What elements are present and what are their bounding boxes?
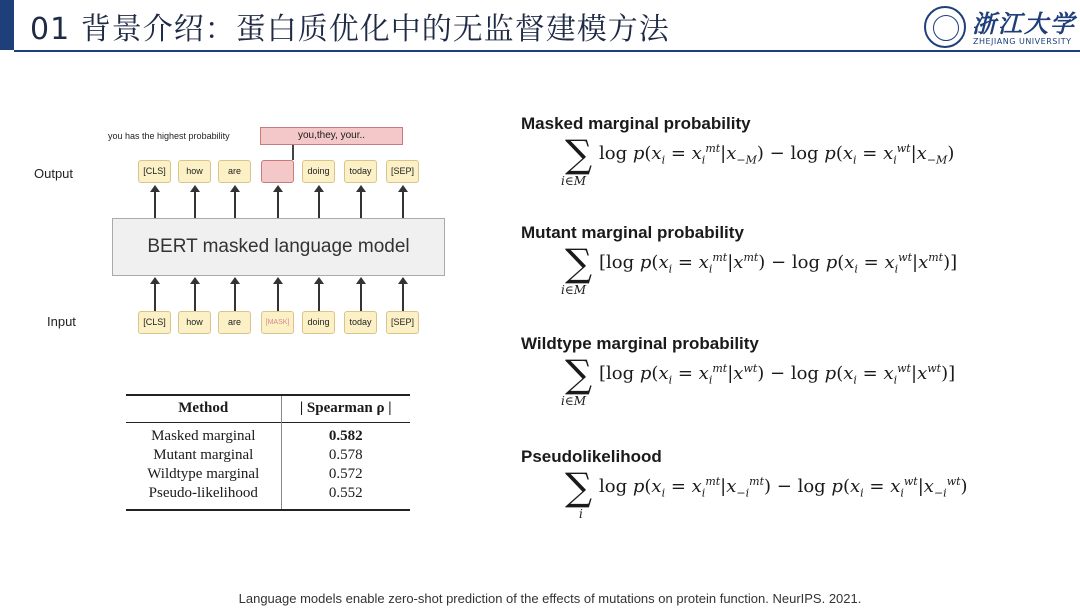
title-accent-bar	[0, 0, 14, 50]
table-row	[126, 423, 410, 447]
bert-model-box: BERT masked language model	[112, 218, 445, 276]
input-token: [SEP]	[386, 311, 419, 334]
output-token: doing	[302, 160, 335, 183]
up-arrow	[402, 190, 404, 218]
up-arrow	[154, 190, 156, 218]
output-token	[261, 160, 294, 183]
university-seal-icon	[924, 6, 966, 48]
formula-expression: $\log p(x_i = x_i^{mt}|x_{-M}) - \log p(x_i = x_i^{wt}|x_{-M})$	[599, 142, 955, 167]
up-arrow	[234, 190, 236, 218]
slide-title: 01 背景介绍：蛋白质优化中的无监督建模方法	[30, 12, 670, 47]
formula-body	[521, 134, 1061, 196]
up-arrow	[234, 282, 236, 311]
citation: Language models enable zero-shot prediction of the effects of mutations on protein function. NeurIPS. 2021.	[238, 591, 862, 606]
probability-label: you has the highest probability	[108, 131, 230, 141]
formula-title: Masked marginal probability	[521, 114, 751, 133]
up-arrow	[194, 282, 196, 311]
results-table	[126, 394, 410, 511]
method-cell: Mutant marginal	[153, 447, 254, 463]
method-cell: Pseudo-likelihood	[148, 485, 258, 501]
input-token: how	[178, 311, 211, 334]
formula-body	[521, 354, 1061, 416]
table-row	[126, 465, 410, 484]
table-header-row	[126, 395, 410, 423]
university-logo	[920, 4, 1080, 50]
sum-symbol: ∑	[565, 132, 593, 176]
formula-expression: [log $p(x_i = x_i^{mt}|x^{wt}) - \log p(x_i = x_i^{wt}|x^{wt})$]	[599, 362, 956, 387]
logo-name: 浙江大学	[972, 9, 1076, 38]
input-token: [CLS]	[138, 311, 171, 334]
output-token: [CLS]	[138, 160, 171, 183]
output-token: today	[344, 160, 377, 183]
input-token: today	[344, 311, 377, 334]
header-spearman: | Spearman ρ |	[281, 395, 410, 423]
input-token: are	[218, 311, 251, 334]
formula-expression: $\log p(x_i = x_i^{mt}|x_{-i}^{mt}) - \log p(x_i = x_i^{wt}|x_{-i}^{wt})$	[599, 475, 968, 500]
input-token: doing	[302, 311, 335, 334]
formula-expression: [log $p(x_i = x_i^{mt}|x^{mt}) - \log p(x_i = x_i^{wt}|x^{mt})$]	[599, 251, 958, 276]
up-arrow	[318, 190, 320, 218]
score-cell: 0.572	[281, 465, 410, 484]
header-divider	[14, 50, 1080, 52]
header-method: Method	[178, 400, 229, 416]
score-cell: 0.552	[281, 484, 410, 510]
up-arrow	[277, 190, 279, 218]
formula-masked-marginal	[521, 114, 1061, 196]
output-token: [SEP]	[386, 160, 419, 183]
sum-subscript: i∈M	[561, 394, 587, 408]
sum-symbol: ∑	[565, 352, 593, 396]
up-arrow	[318, 282, 320, 311]
formula-body	[521, 243, 1061, 305]
method-cell: Masked marginal	[151, 428, 256, 444]
up-arrow	[277, 282, 279, 311]
formula-title: Mutant marginal probability	[521, 223, 744, 242]
up-arrow	[360, 282, 362, 311]
method-cell: Wildtype marginal	[147, 466, 260, 482]
formula-mutant-marginal	[521, 223, 1061, 305]
formula-title: Wildtype marginal probability	[521, 334, 759, 353]
sum-subscript: i	[579, 507, 583, 521]
up-arrow	[154, 282, 156, 311]
up-arrow	[402, 282, 404, 311]
formula-title: Pseudolikelihood	[521, 447, 662, 466]
up-arrow	[360, 190, 362, 218]
output-label: Output	[34, 166, 74, 181]
score-cell: 0.582	[281, 423, 410, 447]
sum-subscript: i∈M	[561, 174, 587, 188]
prediction-connector	[292, 145, 294, 160]
logo-subtitle: ZHEJIANG UNIVERSITY	[973, 37, 1072, 46]
input-label: Input	[47, 314, 76, 329]
table-row	[126, 484, 410, 510]
formula-pseudolikelihood	[521, 447, 1061, 529]
prediction-box: you,they, your..	[260, 127, 403, 145]
formula-body	[521, 467, 1061, 529]
sum-symbol: ∑	[565, 241, 593, 285]
output-token: how	[178, 160, 211, 183]
bert-diagram	[28, 120, 468, 340]
formula-wildtype-marginal	[521, 334, 1061, 416]
up-arrow	[194, 190, 196, 218]
score-cell: 0.578	[281, 446, 410, 465]
output-token: are	[218, 160, 251, 183]
input-token: [MASK]	[261, 311, 294, 334]
table-row	[126, 446, 410, 465]
sum-subscript: i∈M	[561, 283, 587, 297]
sum-symbol: ∑	[565, 465, 593, 509]
